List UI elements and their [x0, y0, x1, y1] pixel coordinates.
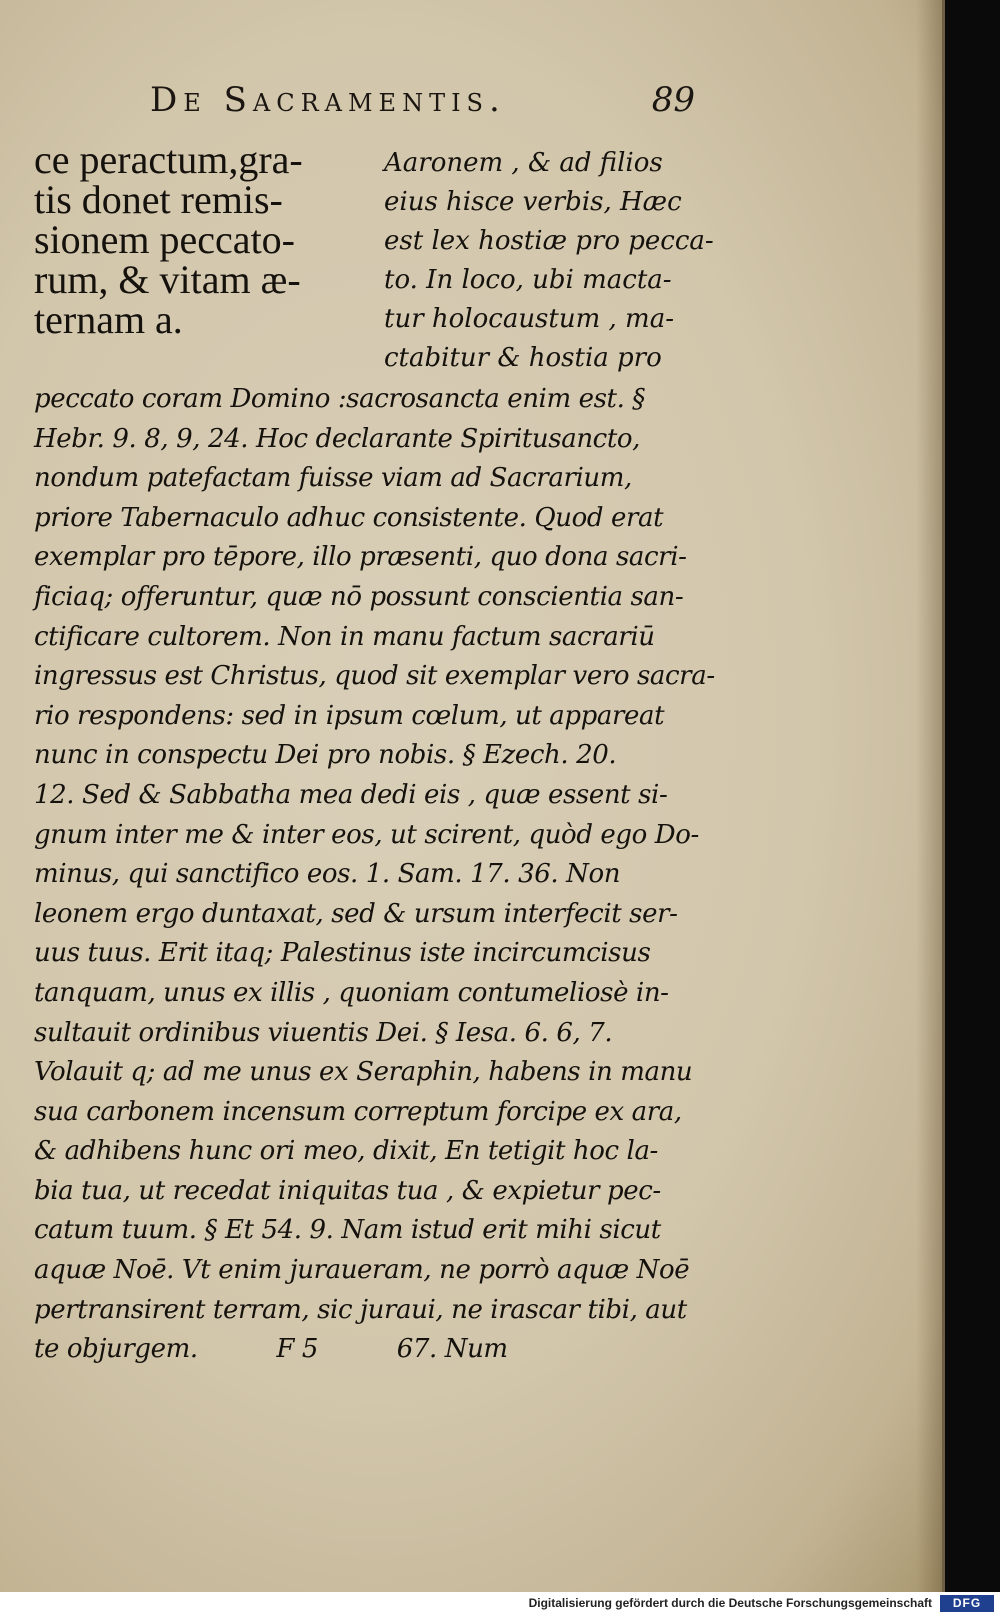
text-line: ce peractum,gra- — [34, 137, 303, 182]
text-line: sultauit ordinibus viuentis Dei. § Iesa. 6. 6, 7. — [34, 1017, 613, 1048]
text-line: 12. Sed & Sabbatha mea dedi eis , quæ essent si- — [34, 779, 668, 810]
text-line: uus tuus. Erit itaq; Palestinus iste incircumcisus — [34, 938, 651, 969]
text-line: tanquam, unus ex illis , quoniam contumeliosè in- — [34, 977, 669, 1008]
funding-credit: Digitalisierung gefördert durch die Deutsche Forschungsgemeinschaft — [528, 1596, 932, 1610]
text-line: rio respondens: sed in ipsum cœlum, ut appareat — [34, 700, 665, 731]
text-line: pertransirent terram, sic juraui, ne irascar tibi, aut — [34, 1294, 687, 1325]
text-line: ctabitur & hostia pro — [384, 343, 662, 373]
body-text — [34, 380, 715, 1370]
text-line: minus, qui sanctifico eos. 1. Sam. 17. 36. Non — [34, 859, 621, 890]
text-line: tur holocaustum , ma- — [384, 304, 674, 334]
text-line: rum, & vitam æ- — [34, 257, 301, 302]
text-line: to. In loco, ubi macta- — [384, 265, 672, 295]
text-line: exemplar pro tēpore, illo præsenti, quo dona sacri- — [34, 542, 687, 573]
text-line: gnum inter me & inter eos, ut scirent, quòd ego Do- — [34, 819, 699, 850]
text-line: & adhibens hunc ori meo, dixit, En tetigit hoc la- — [34, 1136, 658, 1167]
quotation-column — [384, 144, 714, 378]
text-line: nunc in conspectu Dei pro nobis. § Ezech. 20. — [34, 740, 617, 771]
text-line: est lex hostiæ pro pecca- — [384, 226, 714, 256]
dfg-logo: DFG — [940, 1595, 994, 1612]
text-line: sionem peccato- — [34, 217, 295, 262]
text-line: leonem ergo duntaxat, sed & ursum interfecit ser- — [34, 898, 678, 929]
text-line: Volauit q; ad me unus ex Seraphin, habens in manu — [34, 1057, 693, 1088]
text-block — [34, 137, 715, 1370]
text-line: priore Tabernaculo adhuc consistente. Quod erat — [34, 502, 664, 533]
digitization-footer — [0, 1592, 1000, 1616]
text-line: tis donet remis- — [34, 177, 283, 222]
text-line: catum tuum. § Et 54. 9. Nam istud erit mihi sicut — [34, 1215, 661, 1246]
page-header — [150, 80, 695, 130]
text-line: sua carbonem incensum correptum forcipe ex ara, — [34, 1096, 682, 1127]
text-line: eius hisce verbis, Hæc — [384, 187, 682, 217]
text-line: nondum patefactam fuisse viam ad Sacrarium, — [34, 463, 632, 494]
main-text-column — [34, 137, 364, 342]
text-line: peccato coram Domino :sacrosancta enim est. § — [34, 384, 645, 414]
text-line: ficiaq; offeruntur, quæ nō possunt conscientia san- — [34, 581, 684, 612]
text-line: bia tua, ut recedat iniquitas tua , & expietur pec- — [34, 1175, 661, 1206]
two-column-section — [34, 137, 714, 380]
text-line: ingressus est Christus, quod sit exemplar vero sacra- — [34, 661, 715, 692]
page-number: 89 — [651, 80, 695, 120]
text-line: ternam a. — [34, 297, 183, 342]
text-line: Hebr. 9. 8, 9, 24. Hoc declarante Spiritusancto, — [34, 423, 640, 454]
text-line: Aaronem , & ad filios — [384, 148, 663, 178]
text-line: aquæ Noē. Vt enim juraueram, ne porrò aquæ Noē — [34, 1255, 690, 1286]
catchword-line: te objurgem. F 5 67. Num — [34, 1334, 508, 1365]
running-title: De Sacramentis. — [150, 80, 506, 120]
text-line: ctificare cultorem. Non in manu factum sacrariū — [34, 621, 655, 652]
